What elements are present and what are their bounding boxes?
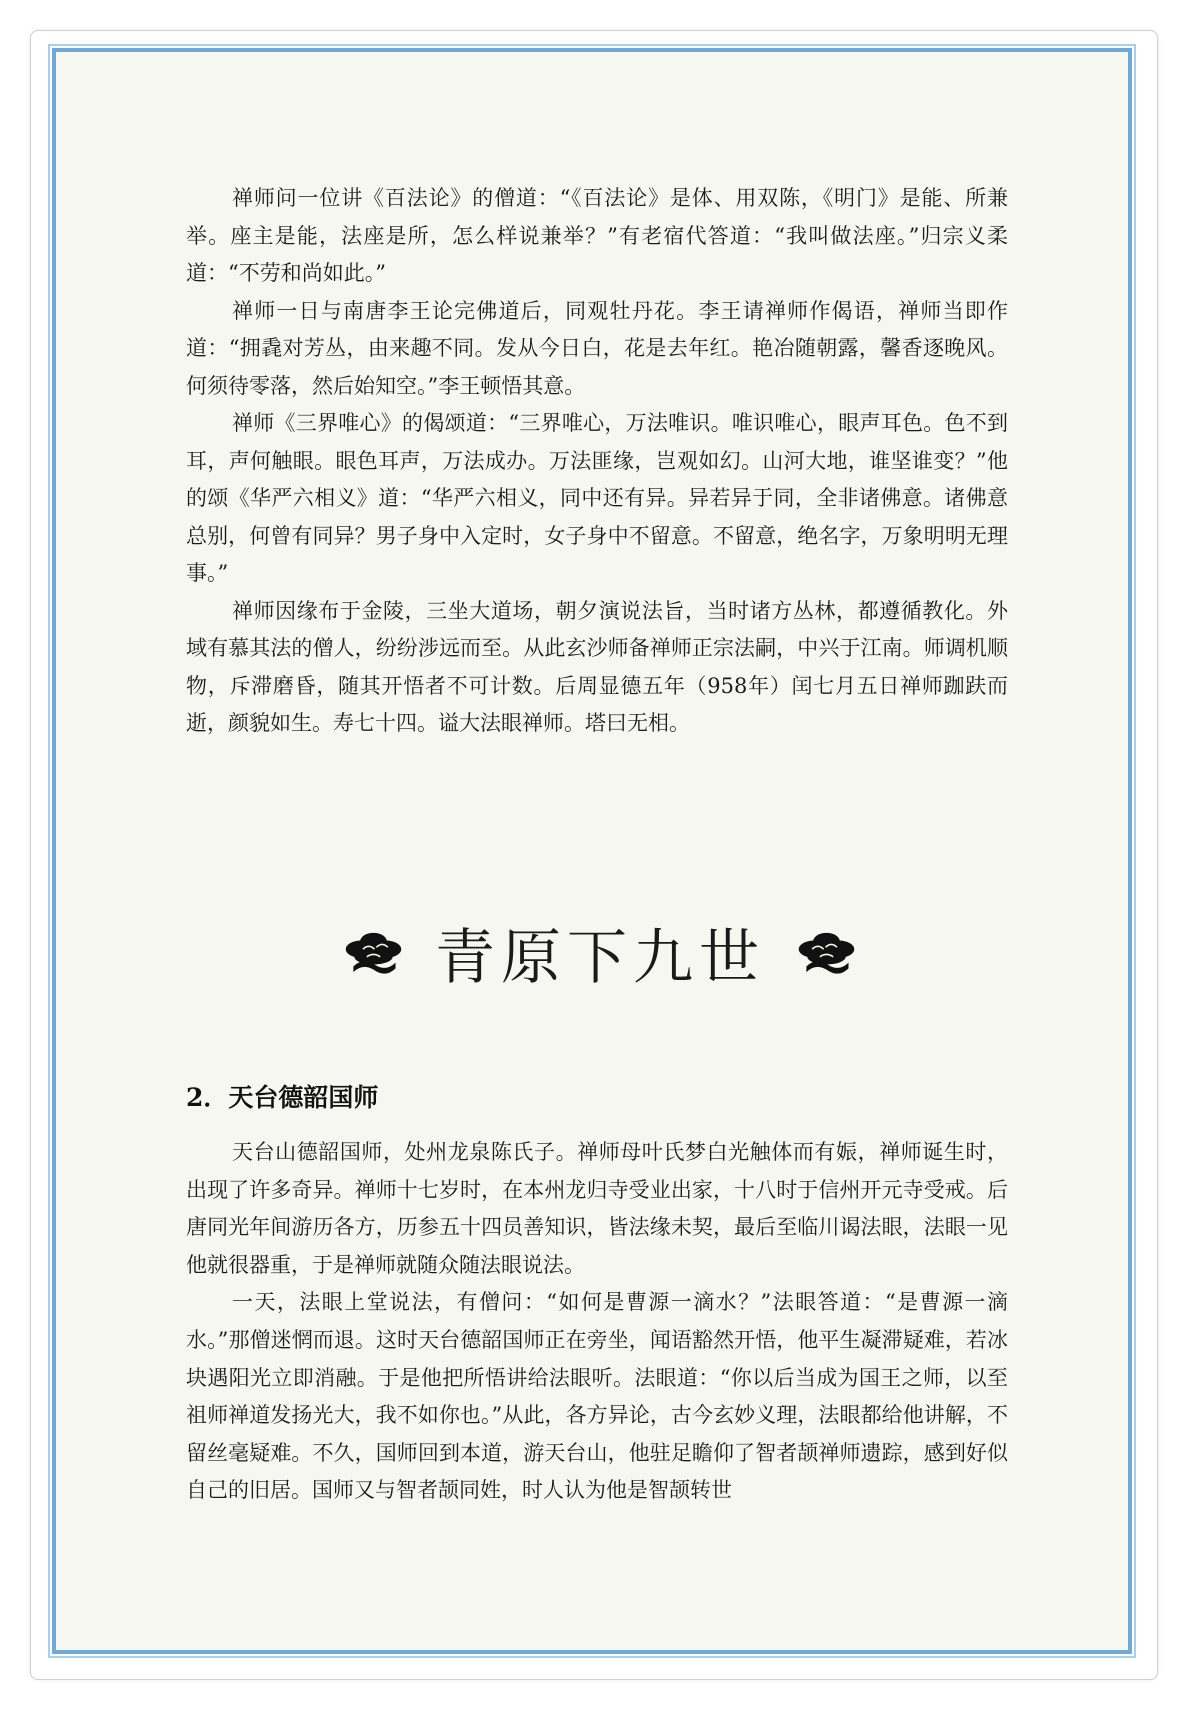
section-banner [340, 908, 860, 998]
paragraph: 一天，法眼上堂说法，有僧问：“如何是曹源一滴水？”法眼答道：“是曹源一滴水。”那僧迷惘而退。这时天台德韶国师正在旁坐，闻语豁然开悟，他平生凝滞疑难，若冰块遇阳光立即消融。于是他把所悟讲给法眼听。法眼道：“你以后当成为国王之师，以至祖师禅道发扬光大，我不如你也。”从此，各方异论，古今玄妙义理，法眼都给他讲解，不留丝毫疑难。不久，国师回到本道，游天台山，他驻足瞻仰了智者颉禅师遗踪，感到好似自己的旧居。国师又与智者颉同姓，时人认为他是智颉转世 [186, 1290, 1008, 1503]
section-title: 青原下九世 [435, 923, 765, 993]
paragraph: 禅师问一位讲《百法论》的僧道：“《百法论》是体、用双陈，《明门》是能、所兼举。座主是能，法座是所，怎么样说兼举？”有老宿代答道：“我叫做法座。”归宗义柔道：“不劳和尚如此。” [186, 186, 1008, 285]
paragraph: 禅师一日与南唐李王论完佛道后，同观牡丹花。李王请禅师作偈语，禅师当即作道：“拥毳对芳丛，由来趣不同。发从今日白，花是去年红。艳冶随朝露，馨香逐晚风。何须待零落，然后始知空。”李王顿悟其意。 [186, 298, 1008, 398]
paragraph: 禅师因缘布于金陵，三坐大道场，朝夕演说法旨，当时诸方丛林，都遵循教化。外域有慕其法的僧人，纷纷涉远而至。从此玄沙师备禅师正宗法嗣，中兴于江南。师调机顺物，斥滞磨昏，随其开悟者不可计数。后周显德五年（958年）闰七月五日禅师跏趺而逝，颜貌如生。寿七十四。谥大法眼禅师。塔曰无相。 [186, 598, 1008, 735]
paragraph: 禅师《三界唯心》的偈颂道：“三界唯心，万法唯识。唯识唯心，眼声耳色。色不到耳，声何触眼。眼色耳声，万法成办。万法匪缘，岂观如幻。山河大地，谁坚谁变？”他的颂《华严六相义》道：“华严六相义，同中还有异。异若异于同，全非诸佛意。诸佛意总别，何曾有同异？男子身中入定时，女子身中不留意。不留意，绝名字，万象明明无理事。” [186, 411, 1008, 585]
subheading: 2．天台德韶国师 [186, 1083, 379, 1112]
auspicious-cloud-icon [793, 923, 860, 983]
paragraph: 天台山德韶国师，处州龙泉陈氏子。禅师母叶氏梦白光触体而有娠，禅师诞生时，出现了许多奇异。禅师十七岁时，在本州龙归寺受业出家，十八时于信州开元寺受戒。后唐同光年间游历各方，历参五十四员善知识，皆法缘未契，最后至临川谒法眼，法眼一见他就很器重，于是禅师就随众随法眼说法。 [186, 1140, 1008, 1277]
auspicious-cloud-icon [340, 923, 407, 983]
article-top [186, 180, 1008, 743]
article-bottom [186, 1134, 1008, 1510]
